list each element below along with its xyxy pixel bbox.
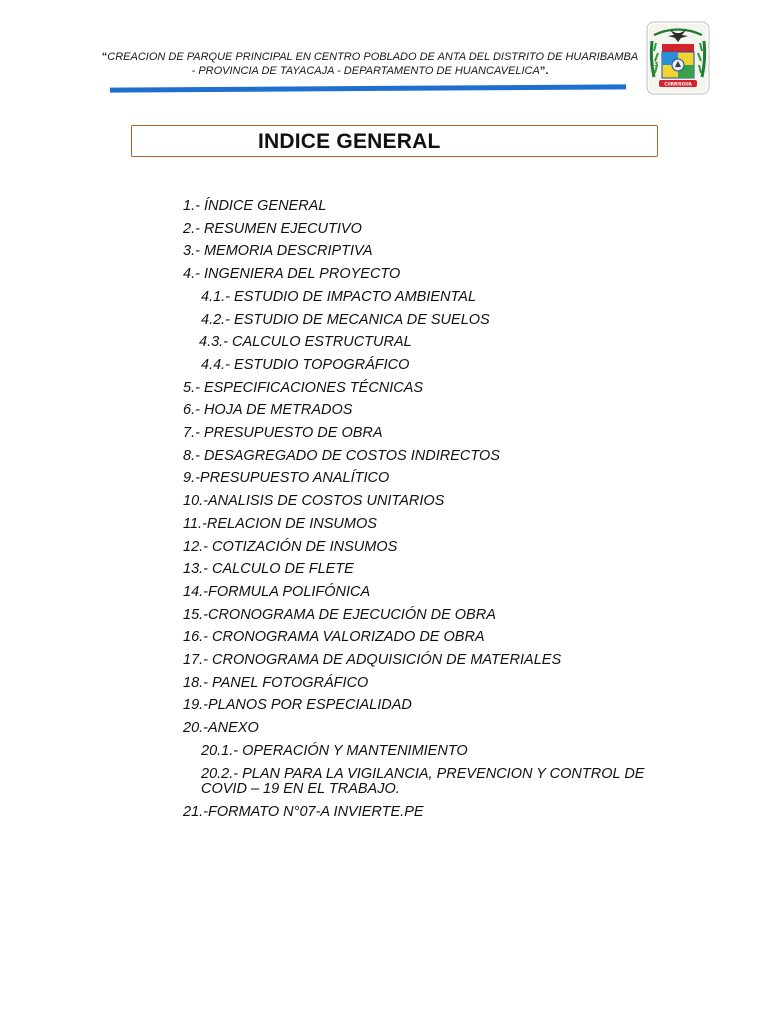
svg-text:33: 33 [650,61,659,68]
toc-item: 20.-ANEXO [183,720,259,737]
header-project-title: CREACION DE PARQUE PRINCIPAL EN CENTRO POBLADO DE ANTA DEL DISTRITO DE HUARIBAMBA [107,51,639,63]
toc-item: 9.-PRESUPUESTO ANALÍTICO [183,470,390,487]
toc-item: 8.- DESAGREGADO DE COSTOS INDIRECTOS [183,447,500,464]
toc-subitem: 20.2.- PLAN PARA LA VIGILANCIA, PREVENCION Y CONTROL DE COVID – 19 EN EL TRABAJO. [201,765,645,797]
header-close-quote: ”. [539,65,549,77]
toc-item: 3.- MEMORIA DESCRIPTIVA [183,243,373,260]
toc-item: 7.- PRESUPUESTO DE OBRA [183,425,383,442]
toc-item: 12.- COTIZACIÓN DE INSUMOS [183,538,398,555]
header-line-1 [100,50,640,64]
toc-subitem: 4.2.- ESTUDIO DE MECANICA DE SUELOS [201,311,490,328]
toc-item: 16.- CRONOGRAMA VALORIZADO DE OBRA [183,629,485,646]
table-of-contents [183,195,653,823]
page-title: INDICE GENERAL [258,130,441,153]
toc-subitem: 4.3.- CALCULO ESTRUCTURAL [199,334,412,351]
svg-text:CURRISGUA: CURRISGUA [664,81,692,87]
header-open-quote: “ [101,51,108,63]
toc-item: 17.- CRONOGRAMA DE ADQUISICIÓN DE MATERIALES [183,652,562,669]
document-header [100,50,640,78]
toc-item: 14.-FORMULA POLIFÓNICA [183,583,371,600]
toc-item: 4.- INGENIERA DEL PROYECTO [183,266,401,283]
toc-item: 2.- RESUMEN EJECUTIVO [183,220,362,237]
title-box [131,125,658,157]
toc-item: 11.-RELACION DE INSUMOS [183,515,377,532]
toc-item: 13.- CALCULO DE FLETE [183,561,354,578]
header-rule [110,84,626,92]
toc-item: 6.- HOJA DE METRADOS [183,402,353,419]
toc-item: 10.-ANALISIS DE COSTOS UNITARIOS [183,493,445,510]
toc-subitem: 4.4.- ESTUDIO TOPOGRÁFICO [201,356,410,373]
toc-item: 18.- PANEL FOTOGRÁFICO [183,674,369,691]
header-location: - PROVINCIA DE TAYACAJA - DEPARTAMENTO DE HUANCAVELICA [191,65,540,77]
toc-subitem: 4.1.- ESTUDIO DE IMPACTO AMBIENTAL [201,288,477,305]
header-line-2 [100,64,640,78]
toc-item: 5.- ESPECIFICACIONES TÉCNICAS [183,379,424,396]
toc-item: 15.-CRONOGRAMA DE EJECUCIÓN DE OBRA [183,606,496,623]
municipality-seal-logo [646,21,710,95]
toc-item: 21.-FORMATO N°07-A INVIERTE.PE [183,803,424,820]
toc-item: 19.-PLANOS POR ESPECIALIDAD [183,697,412,714]
toc-item: 1.- ÍNDICE GENERAL [183,198,327,214]
toc-subitem: 20.1.- OPERACIÓN Y MANTENIMIENTO [201,742,468,759]
